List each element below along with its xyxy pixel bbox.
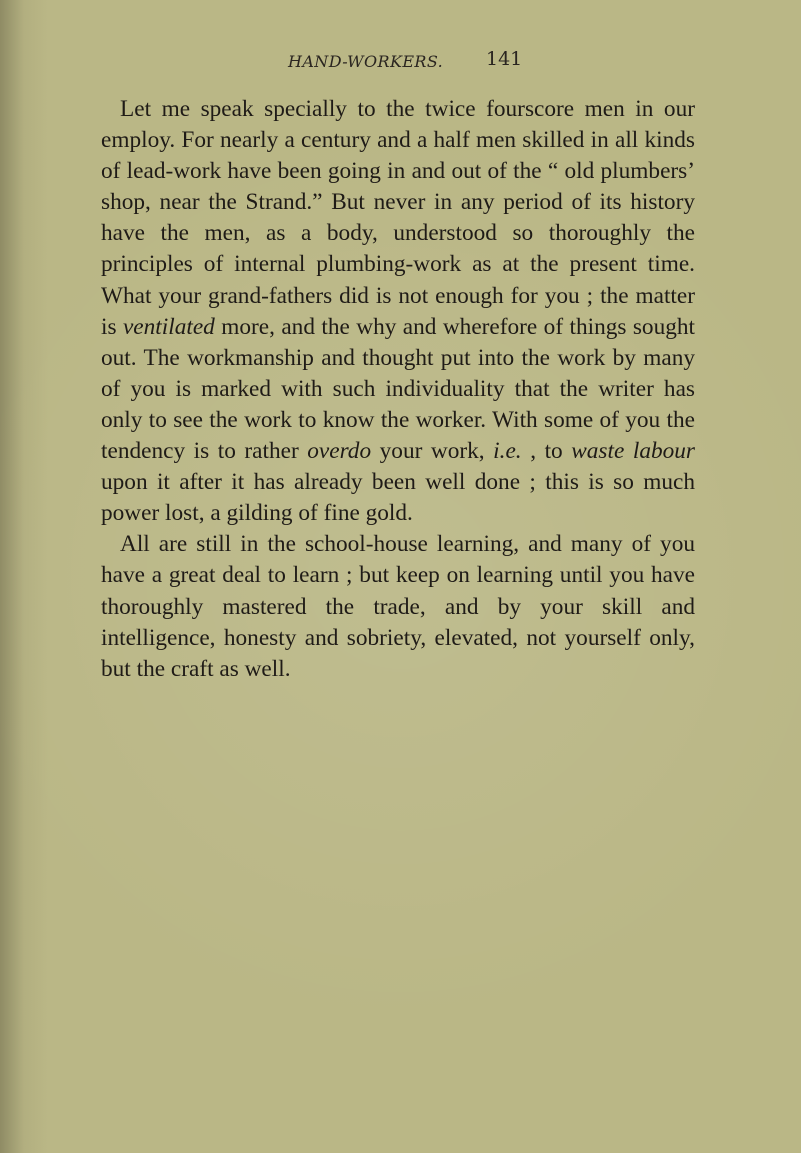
emphasis-waste-labour: waste labour [571,438,695,465]
running-head: HAND-WORKERS. [288,52,444,71]
page-body [101,94,695,685]
paragraph-1-text-part-1: Let me speak specially to the twice fourscore men in our employ. For nearly a century and a half men skilled in all kinds of lead-work have been going in and out of the “ old plumbers’ shop, near the Strand.” But never in any period of its history have the men, as a body, understood so thoroughly the principles of internal plumbing-work as at the present time. What your grand-fathers did is not enough for you ; the matter is [101,96,695,340]
paragraph-1-text-part-2: more, and the why and wherefore of things sought out. The workmanship and thought put into the work by many of you is marked with such individuality that the writer has only to see the work to know the worker. With some of you the tendency is to rather [101,313,695,465]
page-header [0,48,801,88]
body-paragraph-2: All are still in the school-house learning, and many of you have a great deal to learn ; but keep on learning until you have thoroughly mastered the trade, and by your skill and intelligence, honesty and sobriety, elevated, not yourself only, but the craft as well. [101,531,695,682]
emphasis-ie: i.e. [493,438,522,465]
emphasis-ventilated: ventilated [122,313,215,340]
emphasis-overdo: overdo [307,438,372,465]
paragraph-1-text-part-5: upon it after it has already been well done ; this is so much power lost, a gilding of fine gold. [101,469,695,527]
paragraph-1-text-part-4: , to [530,438,572,465]
paragraph-1-text-part-3: your work, [379,438,494,465]
body-paragraph-1 [101,94,695,529]
page-number: 141 [486,48,523,70]
